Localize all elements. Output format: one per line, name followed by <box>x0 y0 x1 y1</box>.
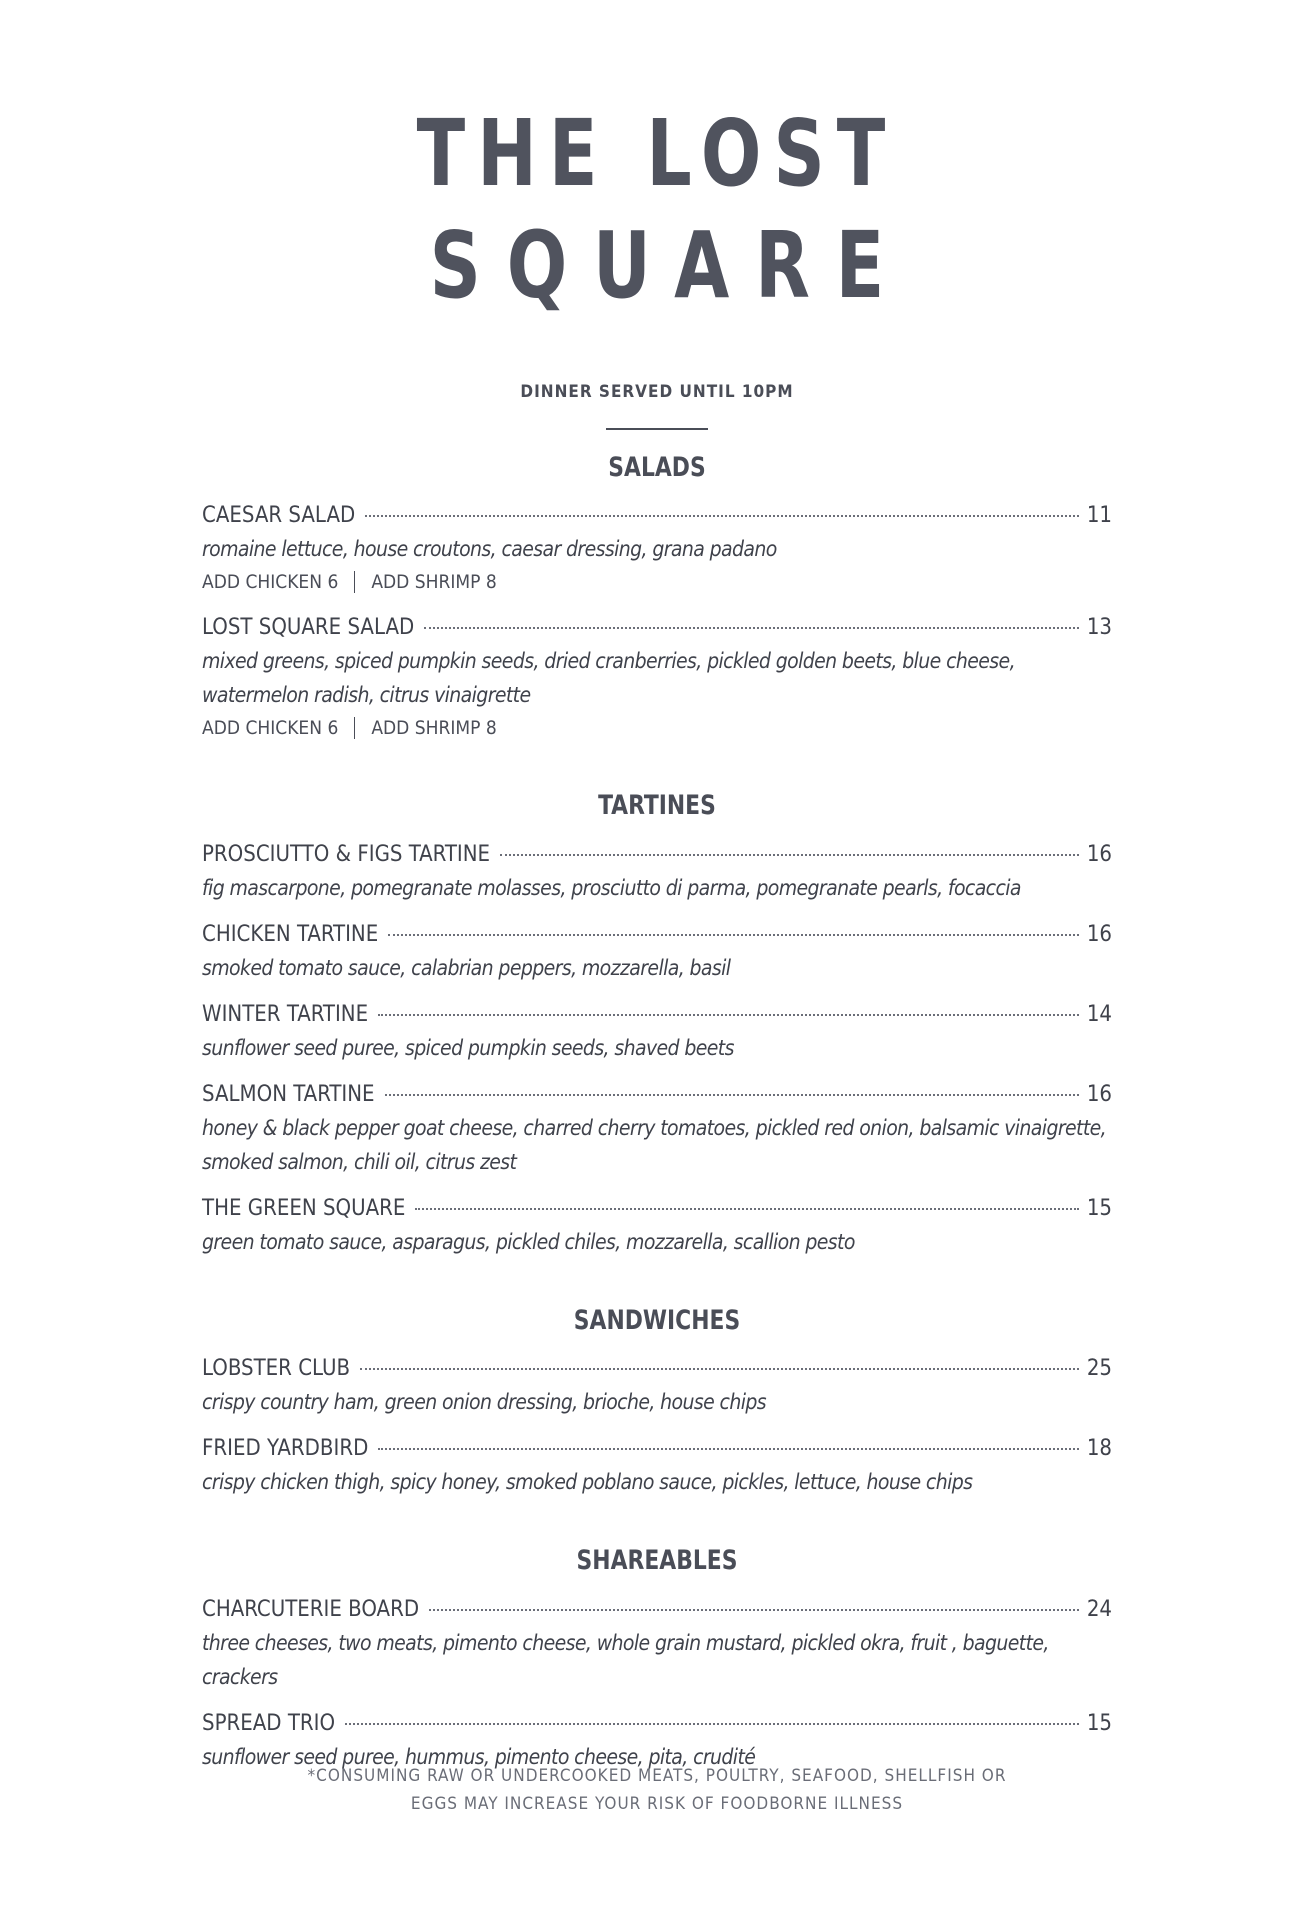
item-price: 11 <box>1086 503 1112 529</box>
addon: ADD SHRIMP 8 <box>371 717 497 740</box>
addon: ADD SHRIMP 8 <box>371 571 497 594</box>
item-description: crispy chicken thigh, spicy honey, smoked poblano sauce, pickles, lettuce, house chips <box>202 1470 973 1495</box>
item-name: CHARCUTERIE BOARD <box>202 1596 420 1622</box>
dot-leader <box>360 1368 1079 1370</box>
item-price: 14 <box>1086 1001 1112 1027</box>
dot-leader <box>415 1208 1078 1210</box>
section-salads <box>202 452 1112 744</box>
item-name: LOBSTER CLUB <box>202 1356 351 1382</box>
disclaimer-line: EGGS MAY INCREASE YOUR RISK OF FOODBORNE ILLNESS <box>410 1794 904 1814</box>
menu-item <box>202 1079 1112 1179</box>
dot-leader <box>378 1448 1079 1450</box>
dot-leader <box>385 1094 1079 1096</box>
dot-leader <box>424 627 1079 629</box>
item-name: SALMON TARTINE <box>202 1081 375 1107</box>
item-price: 16 <box>1086 841 1112 867</box>
menu-item <box>202 1353 1112 1419</box>
section-title: SHAREABLES <box>576 1545 738 1577</box>
item-name: THE GREEN SQUARE <box>202 1195 406 1221</box>
divider <box>606 428 708 430</box>
dot-leader <box>500 854 1079 856</box>
menu-item <box>202 1594 1112 1694</box>
section-title: TARTINES <box>598 790 716 822</box>
disclaimer-line: *CONSUMING RAW OR UNDERCOOKED MEATS, POULTRY, SEAFOOD, SHELLFISH OR <box>307 1766 1007 1786</box>
dot-leader <box>378 1014 1079 1016</box>
item-price: 16 <box>1086 1081 1112 1107</box>
item-description: green tomato sauce, asparagus, pickled chiles, mozzarella, scallion pesto <box>202 1229 855 1254</box>
section-title: SANDWICHES <box>573 1304 741 1336</box>
item-description: romaine lettuce, house croutons, caesar dressing, grana padano <box>202 537 777 562</box>
item-price: 13 <box>1086 615 1112 641</box>
item-description: mixed greens, spiced pumpkin seeds, dried cranberries, pickled golden beets, blue cheese, watermelon radish, citrus vinaigrette <box>202 649 1015 708</box>
restaurant-name-line-2: SQUARE <box>429 212 911 319</box>
item-price: 24 <box>1086 1596 1112 1622</box>
item-price: 18 <box>1086 1436 1112 1462</box>
item-description: sunflower seed puree, spiced pumpkin seeds, shaved beets <box>202 1035 734 1060</box>
item-price: 15 <box>1086 1710 1112 1736</box>
item-name: FRIED YARDBIRD <box>202 1436 369 1462</box>
item-name: PROSCIUTTO & FIGS TARTINE <box>202 841 491 867</box>
service-hours: DINNER SERVED UNTIL 10PM <box>520 382 794 402</box>
addon: ADD CHICKEN 6 <box>202 717 339 740</box>
section-tartines <box>202 790 1112 1258</box>
food-safety-disclaimer <box>0 1762 1314 1818</box>
item-name: CAESAR SALAD <box>202 503 356 529</box>
menu-item <box>202 612 1112 744</box>
menu-item <box>202 1433 1112 1499</box>
item-price: 16 <box>1086 921 1112 947</box>
section-sandwiches <box>202 1305 1112 1499</box>
menu-body <box>202 444 1112 1788</box>
item-price: 25 <box>1086 1356 1112 1382</box>
addon-separator <box>354 717 355 739</box>
menu-item <box>202 919 1112 985</box>
item-description: sunflower seed puree, hummus, pimento cheese, pita, crudité <box>202 1744 756 1769</box>
item-addons <box>202 566 1112 598</box>
menu-item <box>202 1193 1112 1259</box>
section-title: SALADS <box>608 452 706 483</box>
menu-item <box>202 999 1112 1065</box>
item-description: three cheeses, two meats, pimento cheese, whole grain mustard, pickled okra, fruit , baguette, crackers <box>202 1630 1049 1689</box>
item-name: LOST SQUARE SALAD <box>202 615 415 641</box>
addon-separator <box>354 571 355 593</box>
dot-leader <box>365 515 1079 517</box>
section-shareables <box>202 1545 1112 1773</box>
restaurant-name-line-1: THE LOST <box>416 100 898 207</box>
item-description: smoked tomato sauce, calabrian peppers, mozzarella, basil <box>202 955 731 980</box>
item-description: honey & black pepper goat cheese, charred cherry tomatoes, pickled red onion, balsamic vinaigrette, smoked salmon, chili oil, citrus zest <box>202 1115 1107 1174</box>
menu-item <box>202 839 1112 905</box>
item-name: SPREAD TRIO <box>202 1710 336 1736</box>
dot-leader <box>429 1609 1079 1611</box>
item-description: fig mascarpone, pomegranate molasses, prosciutto di parma, pomegranate pearls, focaccia <box>202 875 1021 900</box>
addon: ADD CHICKEN 6 <box>202 571 339 594</box>
item-addons <box>202 712 1112 744</box>
menu-item <box>202 500 1112 598</box>
item-description: crispy country ham, green onion dressing, brioche, house chips <box>202 1390 766 1415</box>
dot-leader <box>388 934 1079 936</box>
dot-leader <box>345 1723 1079 1725</box>
item-name: CHICKEN TARTINE <box>202 921 379 947</box>
item-price: 15 <box>1086 1195 1112 1221</box>
item-name: WINTER TARTINE <box>202 1001 369 1027</box>
